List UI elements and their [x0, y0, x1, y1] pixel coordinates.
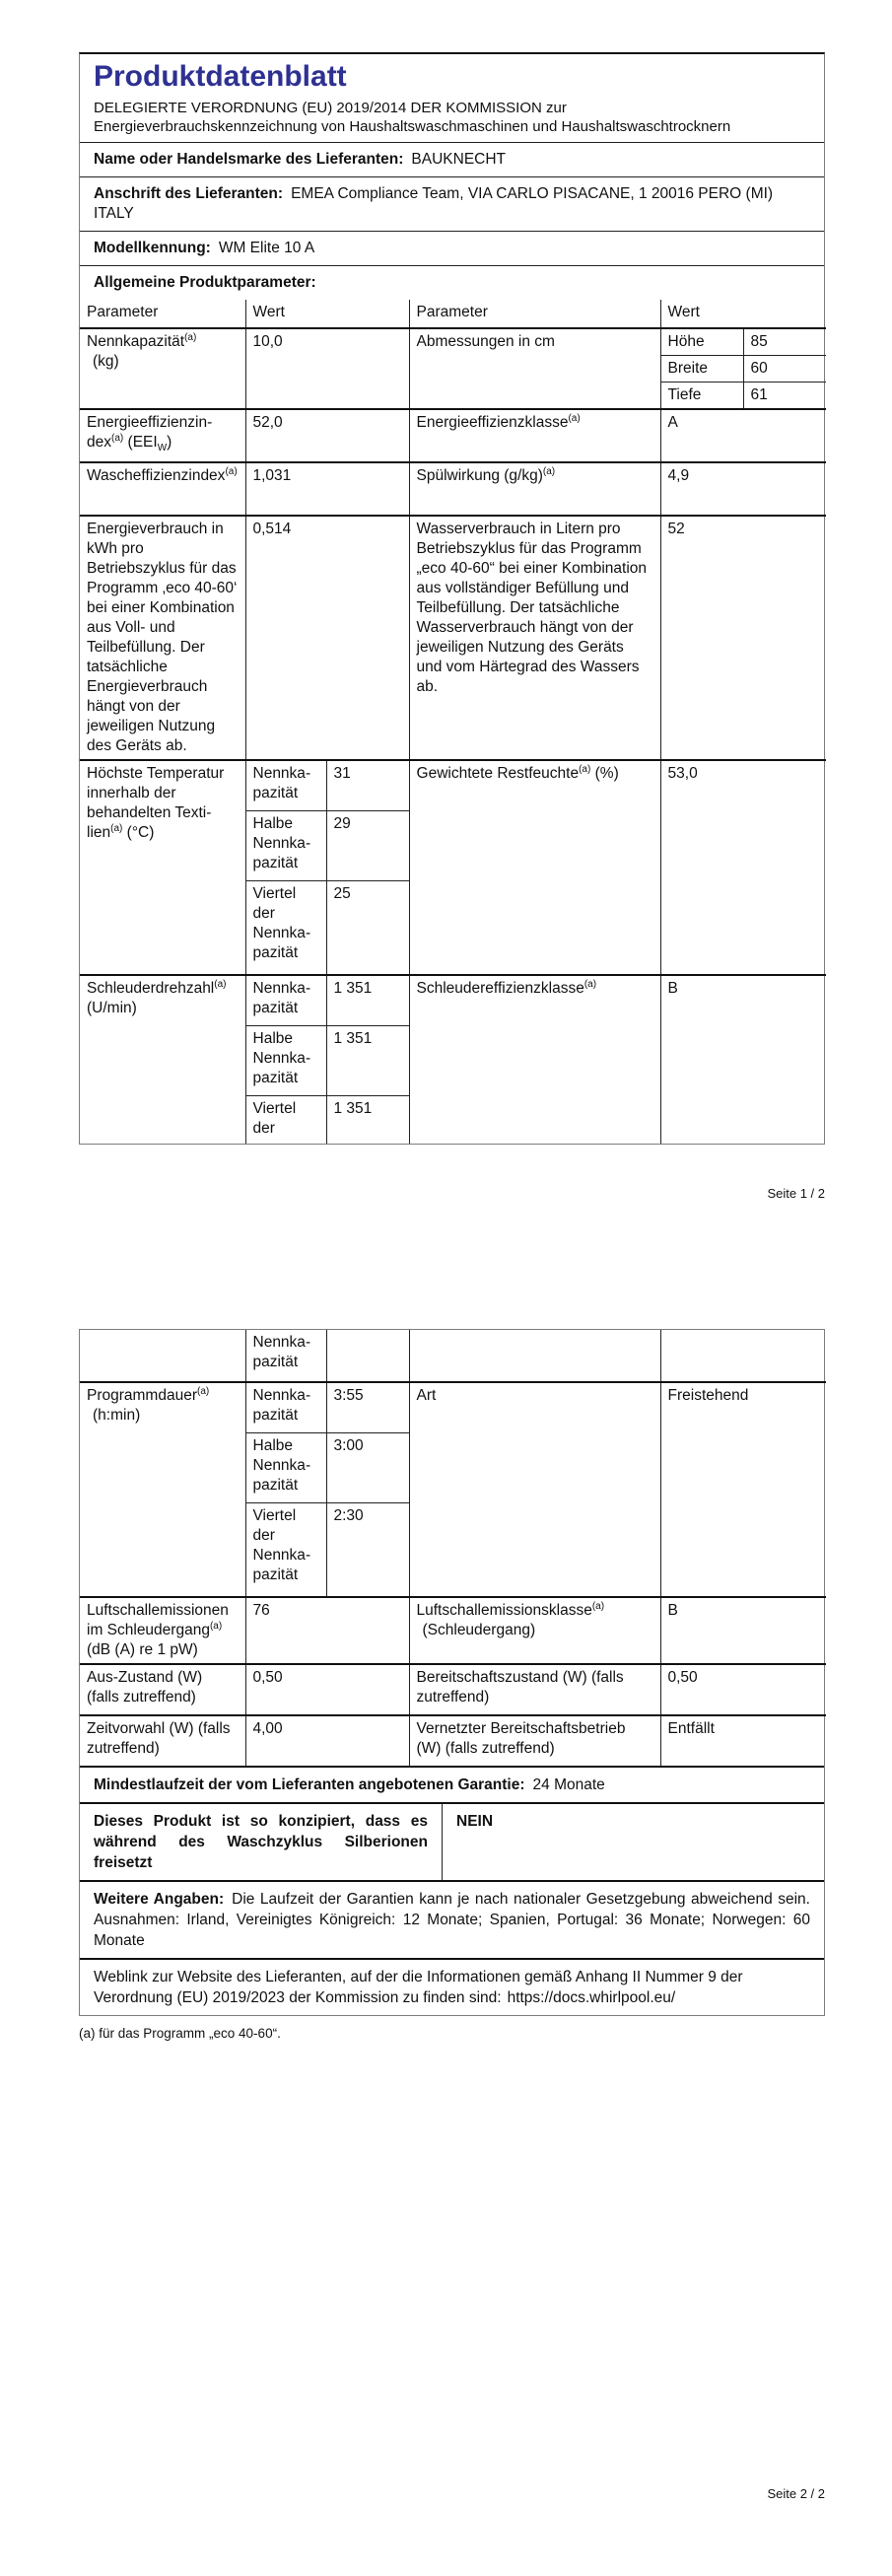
footnote-marker: (a) [225, 465, 238, 477]
wash-index-label: Wascheffizienzindex [87, 467, 226, 484]
spin-class-label: Schleudereffizienzklasse [416, 980, 584, 997]
residual-moisture-unit: (%) [590, 765, 619, 782]
duration-label: Programmdauer [87, 1387, 197, 1404]
type-value-cell: Freistehend [660, 1382, 826, 1597]
off-mode-label-cell: Aus-Zustand (W) (falls zutreffend) [80, 1664, 245, 1715]
eei-value-cell: 52,0 [245, 409, 409, 462]
spin-class-label-cell [409, 975, 660, 1144]
footnote-marker: (a) [579, 763, 591, 775]
weblink-label: Weblink zur Website des Lieferanten, auf der die Informationen gemäß Anhang II Nummer 9 der Verordnung (EU) 2019/2023 der Kommission zu finden sind: [94, 1969, 743, 2006]
empty-cell [80, 1330, 245, 1382]
rinse-label-cell [409, 462, 660, 516]
row-wash-efficiency [80, 462, 826, 516]
footnote-marker: (a) [214, 978, 227, 990]
dimension-depth-label: Tiefe [660, 383, 743, 410]
capacity-label: Nennkapazität [87, 333, 185, 350]
regulation-line-2: Energieverbrauchskennzeichnung von Haushaltswaschmaschinen und Haushaltswaschtrocknern [94, 118, 731, 135]
row-programme-duration [80, 1382, 826, 1433]
dimension-width-label: Breite [660, 356, 743, 383]
noise-class-value-cell: B [660, 1597, 826, 1664]
type-label-cell: Art [409, 1382, 660, 1597]
max-temperature-label-cell [80, 760, 245, 975]
table-header-row [80, 300, 826, 328]
col-header-parameter-right: Parameter [409, 300, 660, 328]
spin-speed-label-cell [80, 975, 245, 1144]
eei-symbol-sub: W [157, 443, 168, 454]
efficiency-class-label: Energieeffizienzklasse [416, 414, 569, 431]
residual-moisture-label-cell [409, 760, 660, 975]
spin-sub-half-value: 1 351 [326, 1026, 409, 1096]
title-block [80, 54, 824, 143]
temp-sub-quarter-label: Viertel der Nennkapazität [245, 881, 326, 976]
capacity-value-cell: 10,0 [245, 328, 409, 409]
duration-unit: (h:min) [93, 1407, 141, 1424]
col-header-parameter-left: Parameter [80, 300, 245, 328]
residual-moisture-value-cell: 53,0 [660, 760, 826, 975]
spin-sub-rated-label: Nennkapazität [245, 975, 326, 1026]
general-parameters-heading: Allgemeine Produktparameter: [94, 274, 316, 291]
off-mode-value-cell: 0,50 [245, 1664, 409, 1715]
weblink-url[interactable]: https://docs.whirlpool.eu/ [507, 1989, 676, 2006]
supplier-name-value: BAUKNECHT [411, 151, 507, 168]
spin-sub-rated-value: 1 351 [326, 975, 409, 1026]
noise-value-cell: 76 [245, 1597, 409, 1664]
delay-start-value-cell: 4,00 [245, 1715, 409, 1766]
weblink-row [80, 1958, 824, 2015]
energy-consumption-label-cell: Energieverbrauch in kWh pro Betriebszyklus für das Programm ‚eco 40-60‘ bei einer Kombination aus Voll- und Teilbefüllung. Der tatsächliche Energieverbrauch hängt von der jeweiligen Nutzung des Geräts ab. [80, 516, 245, 760]
eei-label: Energieeffizienzindex [87, 414, 213, 451]
datasheet-page-1 [79, 52, 825, 1201]
networked-standby-label-cell: Vernetzter Bereitschaftsbetrieb (W) (falls zutreffend) [409, 1715, 660, 1766]
general-parameters-heading-row [80, 266, 824, 300]
dimensions-label-cell: Abmessungen in cm [409, 328, 660, 409]
eei-symbol-pre: (EEI [123, 434, 158, 451]
col-header-wert-right: Wert [660, 300, 826, 328]
regulation-subtitle [94, 99, 810, 136]
efficiency-class-value-cell: A [660, 409, 826, 462]
additional-notes-value: Die Laufzeit der Garantien kann je nach nationaler Gesetzgebung abweichend sein. Ausnahmen: Irland, Vereinigtes Königreich: 12 Monate; Spanien, Portugal: 36 Monate; Norwegen: 60 Monate [94, 1891, 810, 1949]
general-parameters-table-page-1 [80, 300, 826, 1144]
residual-moisture-label: Gewichtete Restfeuchte [416, 765, 580, 782]
page-number-1: Seite 1 / 2 [767, 1186, 825, 1201]
duration-sub-quarter-value: 2:30 [326, 1503, 409, 1598]
page-title: Produktdatenblatt [94, 60, 347, 93]
footnote-marker: (a) [111, 432, 124, 444]
wash-index-value-cell: 1,031 [245, 462, 409, 516]
document-frame-page-1 [79, 52, 825, 1145]
page-number-2: Seite 2 / 2 [767, 2486, 825, 2501]
capacity-unit: (kg) [93, 353, 119, 370]
silver-ions-value: NEIN [456, 1813, 494, 1830]
spin-class-value-cell: B [660, 975, 826, 1144]
spin-continued-label: Nennkapazität [245, 1330, 326, 1382]
silver-ions-row [80, 1802, 824, 1880]
warranty-label: Mindestlaufzeit der vom Lieferanten angebotenen Garantie: [94, 1776, 525, 1793]
regulation-line-1: DELEGIERTE VERORDNUNG (EU) 2019/2014 DER KOMMISSION zur [94, 100, 567, 116]
noise-label: Luftschallemissionen im Schleudergang [87, 1602, 229, 1638]
footnote-marker: (a) [184, 331, 197, 343]
row-airborne-noise [80, 1597, 826, 1664]
row-energy-efficiency [80, 409, 826, 462]
row-off-standby [80, 1664, 826, 1715]
supplier-address-value: EMEA Compliance Team, VIA CARLO PISACANE, 1 20016 PERO (MI) ITALY [94, 185, 774, 222]
duration-label-cell [80, 1382, 245, 1597]
spin-sub-quarter-label [245, 1096, 326, 1145]
warranty-value: 24 Monate [532, 1776, 605, 1793]
model-id-value: WM Elite 10 A [218, 240, 315, 256]
row-delay-networked-standby [80, 1715, 826, 1766]
empty-cell [326, 1330, 409, 1382]
footnote-marker: (a) [568, 412, 581, 424]
noise-class-unit: (Schleudergang) [422, 1622, 536, 1638]
additional-notes-row [80, 1880, 824, 1958]
noise-label-cell [80, 1597, 245, 1664]
delay-start-label-cell: Zeitvorwahl (W) (falls zutreffend) [80, 1715, 245, 1766]
spin-sub-half-label: Halbe Nennkapazität [245, 1026, 326, 1096]
standby-value-cell: 0,50 [660, 1664, 826, 1715]
noise-unit: (dB (A) re 1 pW) [87, 1641, 198, 1658]
duration-sub-rated-label: Nennkapazität [245, 1382, 326, 1433]
temp-sub-rated-label: Nennkapazität [245, 760, 326, 811]
empty-cell [660, 1330, 826, 1382]
temp-sub-quarter-value: 25 [326, 881, 409, 976]
spin-speed-unit: (U/min) [87, 1000, 137, 1016]
model-id-row [80, 232, 824, 266]
duration-sub-quarter-label: Viertel der Nennkapazität [245, 1503, 326, 1598]
supplier-address-row [80, 177, 824, 232]
model-id-label: Modellkennung: [94, 240, 211, 256]
row-capacity-dimensions [80, 328, 826, 356]
footnote-marker: (a) [197, 1385, 210, 1397]
spin-sub-quarter-label-text: Viertel der [252, 1100, 297, 1137]
footnote-marker: (a) [209, 1620, 223, 1632]
footnote-marker: (a) [591, 1600, 605, 1612]
footnote-marker: (a) [542, 465, 556, 477]
silver-ions-label: Dieses Produkt ist so konzipiert, dass es während des Waschzyklus Silberionen freisetzt [80, 1804, 443, 1880]
empty-cell [409, 1330, 660, 1382]
rinse-label: Spülwirkung (g/kg) [416, 467, 543, 484]
supplier-name-label: Name oder Handelsmarke des Lieferanten: [94, 151, 404, 168]
water-consumption-label-cell: Wasserverbrauch in Litern pro Betriebszyklus für das Programm „eco 40-60“ bei einer Kombination aus vollständiger Befüllung und Teilbefüllung. Der tatsächliche Wasserverbrauch hängt von der jeweiligen Nutzung des Geräts und vom Härtegrad des Wassers ab. [409, 516, 660, 760]
wash-index-label-cell [80, 462, 245, 516]
datasheet-page-2 [79, 1329, 825, 2501]
rinse-value-cell: 4,9 [660, 462, 826, 516]
supplier-address-label: Anschrift des Lieferanten: [94, 185, 284, 202]
efficiency-class-label-cell [409, 409, 660, 462]
max-temperature-label: Höchste Temperatur innerhalb der behandelten Textilien [87, 765, 225, 841]
duration-sub-half-label: Halbe Nennkapazität [245, 1433, 326, 1503]
row-spin-quarter-load-continued [80, 1330, 826, 1382]
dimension-depth-value: 61 [743, 383, 826, 410]
networked-standby-value-cell: Entfällt [660, 1715, 826, 1766]
energy-consumption-value-cell: 0,514 [245, 516, 409, 760]
capacity-label-cell [80, 328, 245, 409]
row-spin-speed [80, 975, 826, 1026]
water-consumption-value-cell: 52 [660, 516, 826, 760]
footnote-marker: (a) [110, 822, 123, 834]
dimension-height-value: 85 [743, 328, 826, 356]
duration-sub-rated-value: 3:55 [326, 1382, 409, 1433]
general-parameters-table-page-2 [80, 1330, 826, 1766]
additional-notes-label: Weitere Angaben: [94, 1891, 225, 1908]
duration-sub-half-value: 3:00 [326, 1433, 409, 1503]
spin-speed-label: Schleuderdrehzahl [87, 980, 215, 997]
eei-label-cell [80, 409, 245, 462]
max-temperature-unit: (°C) [122, 824, 155, 841]
noise-class-label-cell [409, 1597, 660, 1664]
standby-label-cell: Bereitschaftszustand (W) (falls zutreffend) [409, 1664, 660, 1715]
footnote-a: (a) für das Programm „eco 40-60“. [79, 2026, 281, 2041]
eei-symbol-post: ) [167, 434, 172, 451]
footnote-marker: (a) [583, 978, 597, 990]
warranty-row [80, 1766, 824, 1802]
row-max-temperature [80, 760, 826, 811]
dimension-height-label: Höhe [660, 328, 743, 356]
noise-class-label: Luftschallemissionsklasse [416, 1602, 592, 1619]
spin-sub-quarter-value: 1 351 [326, 1096, 409, 1145]
col-header-wert-left: Wert [245, 300, 409, 328]
temp-sub-half-label: Halbe Nennkapazität [245, 811, 326, 881]
temp-sub-rated-value: 31 [326, 760, 409, 811]
temp-sub-half-value: 29 [326, 811, 409, 881]
supplier-name-row [80, 143, 824, 177]
dimension-width-value: 60 [743, 356, 826, 383]
document-frame-page-2 [79, 1329, 825, 2016]
row-energy-water-consumption [80, 516, 826, 760]
